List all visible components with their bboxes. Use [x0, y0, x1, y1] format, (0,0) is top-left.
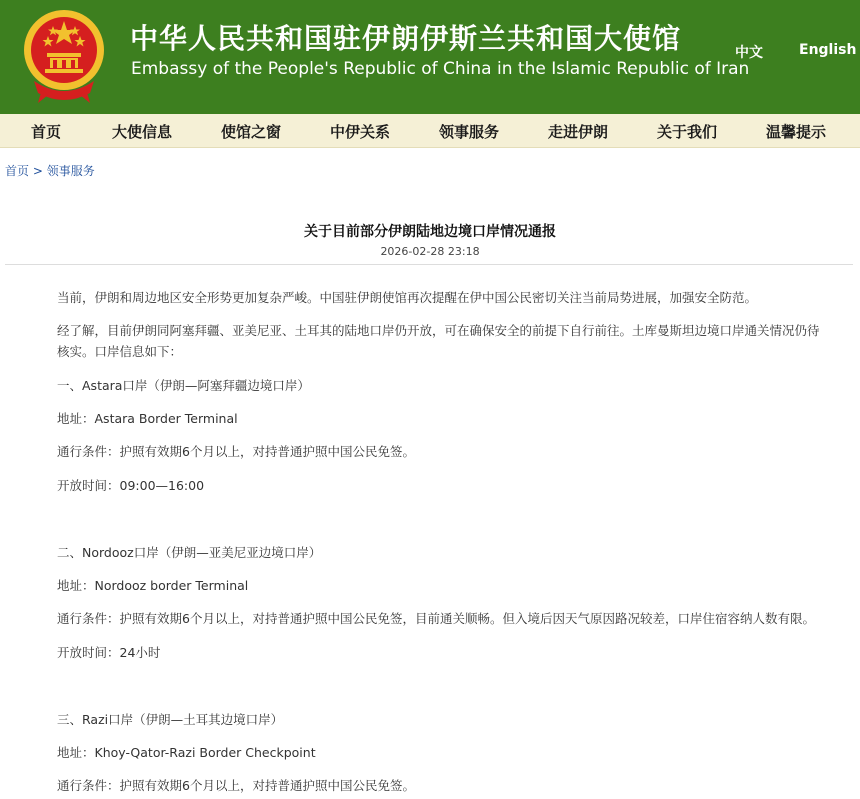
article-paragraph: 一、Astara口岸（伊朗—阿塞拜疆边境口岸）	[57, 378, 310, 393]
language-chinese-link[interactable]: 中文	[735, 45, 763, 61]
article-paragraph: 通行条件：护照有效期6个月以上，对持普通护照中国公民免签。	[57, 778, 415, 793]
breadcrumb-separator: >	[32, 164, 43, 178]
article-paragraph: 当前，伊朗和周边地区安全形势更加复杂严峻。中国驻伊朗使馆再次提醒在伊中国公民密切关注当前局势进展，加强安全防范。	[57, 290, 758, 305]
article-paragraph: 二、Nordooz口岸（伊朗—亚美尼亚边境口岸）	[57, 545, 322, 560]
article-paragraph: 通行条件：护照有效期6个月以上，对持普通护照中国公民免签。	[57, 444, 415, 459]
article-paragraph: 通行条件：护照有效期6个月以上，对持普通护照中国公民免签，目前通关顺畅。但入境后因天气原因路况较差，口岸住宿容纳人数有限。	[57, 611, 815, 626]
breadcrumb-home-link[interactable]: 首页	[5, 164, 30, 178]
site-header	[0, 0, 860, 114]
article-paragraph: 地址：Astara Border Terminal	[57, 411, 238, 426]
article-title: 关于目前部分伊朗陆地边境口岸情况通报	[304, 224, 556, 240]
article-date: 2026-02-28 23:18	[380, 245, 480, 258]
breadcrumb	[5, 162, 95, 179]
article-paragraph: 地址：Khoy-Qator-Razi Border Checkpoint	[57, 745, 316, 760]
nav-item-ambassador[interactable]: 大使信息	[112, 123, 173, 141]
article-paragraph: 经了解，目前伊朗同阿塞拜疆、亚美尼亚、土耳其的陆地口岸仍开放，可在确保安全的前提下自行前往。土库曼斯坦边境口岸通关情况仍待核实。口岸信息如下：	[57, 323, 820, 359]
national-emblem-icon[interactable]	[20, 3, 108, 107]
nav-item-embassy-window[interactable]: 使馆之窗	[221, 123, 282, 141]
nav-item-about-iran[interactable]: 走进伊朗	[548, 123, 609, 141]
nav-item-home[interactable]: 首页	[31, 123, 62, 141]
article-paragraph: 三、Razi口岸（伊朗—土耳其边境口岸）	[57, 712, 284, 727]
title-divider	[5, 264, 853, 265]
nav-item-china-iran-relations[interactable]: 中伊关系	[330, 123, 391, 141]
nav-item-about-us[interactable]: 关于我们	[657, 123, 718, 141]
article-paragraph: 地址：Nordooz border Terminal	[57, 578, 249, 593]
language-english-link[interactable]: English	[799, 42, 857, 58]
site-title-en: Embassy of the People's Republic of China in the Islamic Republic of Iran	[131, 59, 750, 79]
main-nav	[0, 114, 860, 148]
site-title-cn: 中华人民共和国驻伊朗伊斯兰共和国大使馆	[130, 22, 682, 55]
article-paragraph: 开放时间：24小时	[57, 645, 161, 660]
article-paragraph: 开放时间：09:00—16:00	[57, 478, 205, 493]
nav-item-consular-services[interactable]: 领事服务	[439, 123, 500, 141]
breadcrumb-current-link[interactable]: 领事服务	[46, 164, 95, 178]
nav-item-tips[interactable]: 温馨提示	[766, 123, 827, 141]
